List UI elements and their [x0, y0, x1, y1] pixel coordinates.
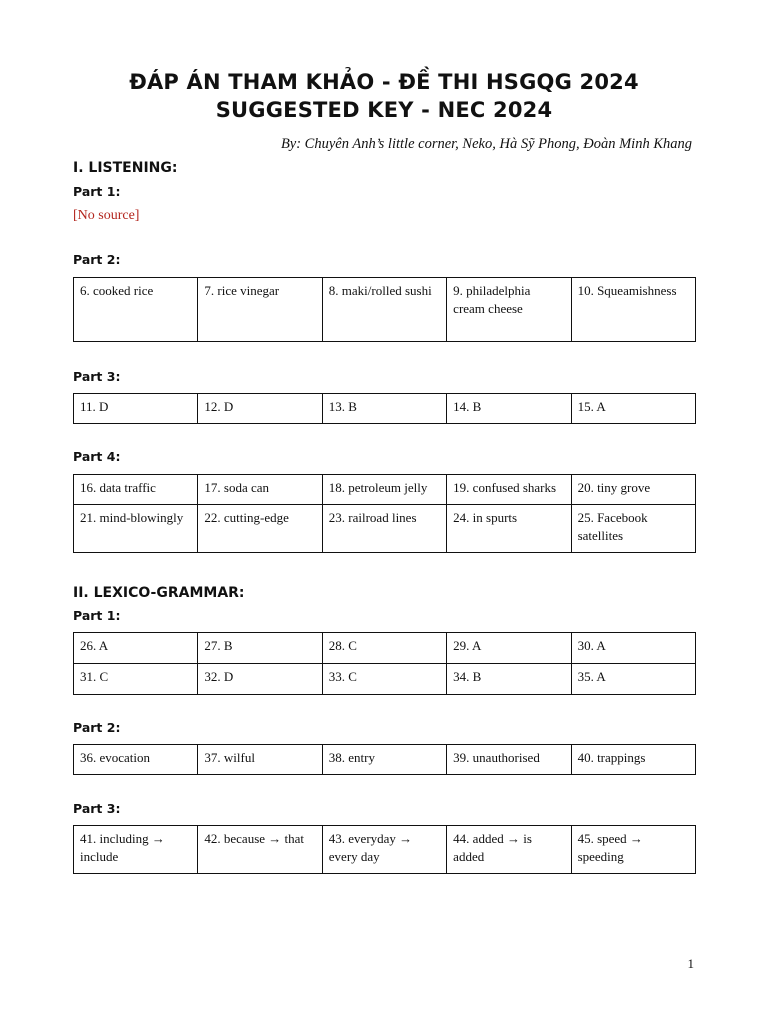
lexico-part2-table: [73, 744, 696, 775]
answer-cell-22: 22. cutting-edge: [198, 505, 322, 553]
answer-cell-18: 18. petroleum jelly: [322, 475, 446, 505]
lexico-part2-label: Part 2:: [73, 720, 121, 735]
lexico-part3-table: [73, 825, 696, 874]
answer-cell-21: 21. mind-blowingly: [74, 505, 198, 553]
lexico-part1-label: Part 1:: [73, 608, 121, 623]
answer-cell-10: 10. Squeamishness: [571, 278, 695, 342]
answer-cell-33: 33. C: [322, 664, 446, 695]
table-row: [74, 745, 696, 775]
table-row: [74, 505, 696, 553]
listening-part4-table: [73, 474, 696, 553]
answer-cell-38: 38. entry: [322, 745, 446, 775]
answer-cell-36: 36. evocation: [74, 745, 198, 775]
table-row: [74, 475, 696, 505]
listening-part3-label: Part 3:: [73, 369, 121, 384]
answer-cell-40: 40. trappings: [571, 745, 695, 775]
answer-cell-16: 16. data traffic: [74, 475, 198, 505]
listening-part2-table: [73, 277, 696, 342]
answer-cell-44: 44. added → is added: [447, 826, 571, 874]
title-english: SUGGESTED KEY - NEC 2024: [215, 98, 553, 122]
answer-cell-25: 25. Facebook satellites: [571, 505, 695, 553]
answer-cell-32: 32. D: [198, 664, 322, 695]
listening-part1-note: [No source]: [73, 208, 140, 223]
table-row: [74, 633, 696, 664]
answer-cell-26: 26. A: [74, 633, 198, 664]
lexico-part1-table: [73, 632, 696, 695]
answer-cell-11: 11. D: [74, 394, 198, 424]
answer-cell-27: 27. B: [198, 633, 322, 664]
answer-cell-9: 9. philadelphia cream cheese: [447, 278, 571, 342]
answer-cell-8: 8. maki/rolled sushi: [322, 278, 446, 342]
answer-cell-15: 15. A: [571, 394, 695, 424]
table-row: [74, 278, 696, 342]
title-vietnamese: ĐÁP ÁN THAM KHẢO - ĐỀ THI HSGQG 2024: [129, 70, 639, 94]
listening-part2-label: Part 2:: [73, 252, 121, 267]
answer-cell-7: 7. rice vinegar: [198, 278, 322, 342]
lexico-part3-label: Part 3:: [73, 801, 121, 816]
answer-cell-39: 39. unauthorised: [447, 745, 571, 775]
answer-cell-14: 14. B: [447, 394, 571, 424]
answer-cell-20: 20. tiny grove: [571, 475, 695, 505]
answer-cell-29: 29. A: [447, 633, 571, 664]
answer-cell-6: 6. cooked rice: [74, 278, 198, 342]
answer-cell-24: 24. in spurts: [447, 505, 571, 553]
answer-cell-19: 19. confused sharks: [447, 475, 571, 505]
answer-cell-23: 23. railroad lines: [322, 505, 446, 553]
table-row: [74, 664, 696, 695]
answer-cell-43: 43. everyday → every day: [322, 826, 446, 874]
section-listening-heading: I. LISTENING:: [73, 160, 178, 176]
answer-cell-41: 41. including → include: [74, 826, 198, 874]
answer-cell-37: 37. wilful: [198, 745, 322, 775]
table-row: [74, 394, 696, 424]
answer-cell-30: 30. A: [571, 633, 695, 664]
byline: By: Chuyên Anh’s little corner, Neko, Hà Sỹ Phong, Đoàn Minh Khang: [280, 136, 692, 152]
answer-cell-13: 13. B: [322, 394, 446, 424]
answer-cell-17: 17. soda can: [198, 475, 322, 505]
listening-part3-table: [73, 393, 696, 424]
answer-cell-31: 31. C: [74, 664, 198, 695]
listening-part1-label: Part 1:: [73, 184, 121, 199]
listening-part4-label: Part 4:: [73, 449, 121, 464]
section-lexico-grammar-heading: II. LEXICO-GRAMMAR:: [73, 585, 245, 601]
answer-cell-45: 45. speed → speeding: [571, 826, 695, 874]
answer-cell-42: 42. because → that: [198, 826, 322, 874]
page-number: 1: [687, 956, 694, 971]
table-row: [74, 826, 696, 874]
answer-cell-35: 35. A: [571, 664, 695, 695]
answer-cell-34: 34. B: [447, 664, 571, 695]
answer-cell-12: 12. D: [198, 394, 322, 424]
answer-cell-28: 28. C: [322, 633, 446, 664]
